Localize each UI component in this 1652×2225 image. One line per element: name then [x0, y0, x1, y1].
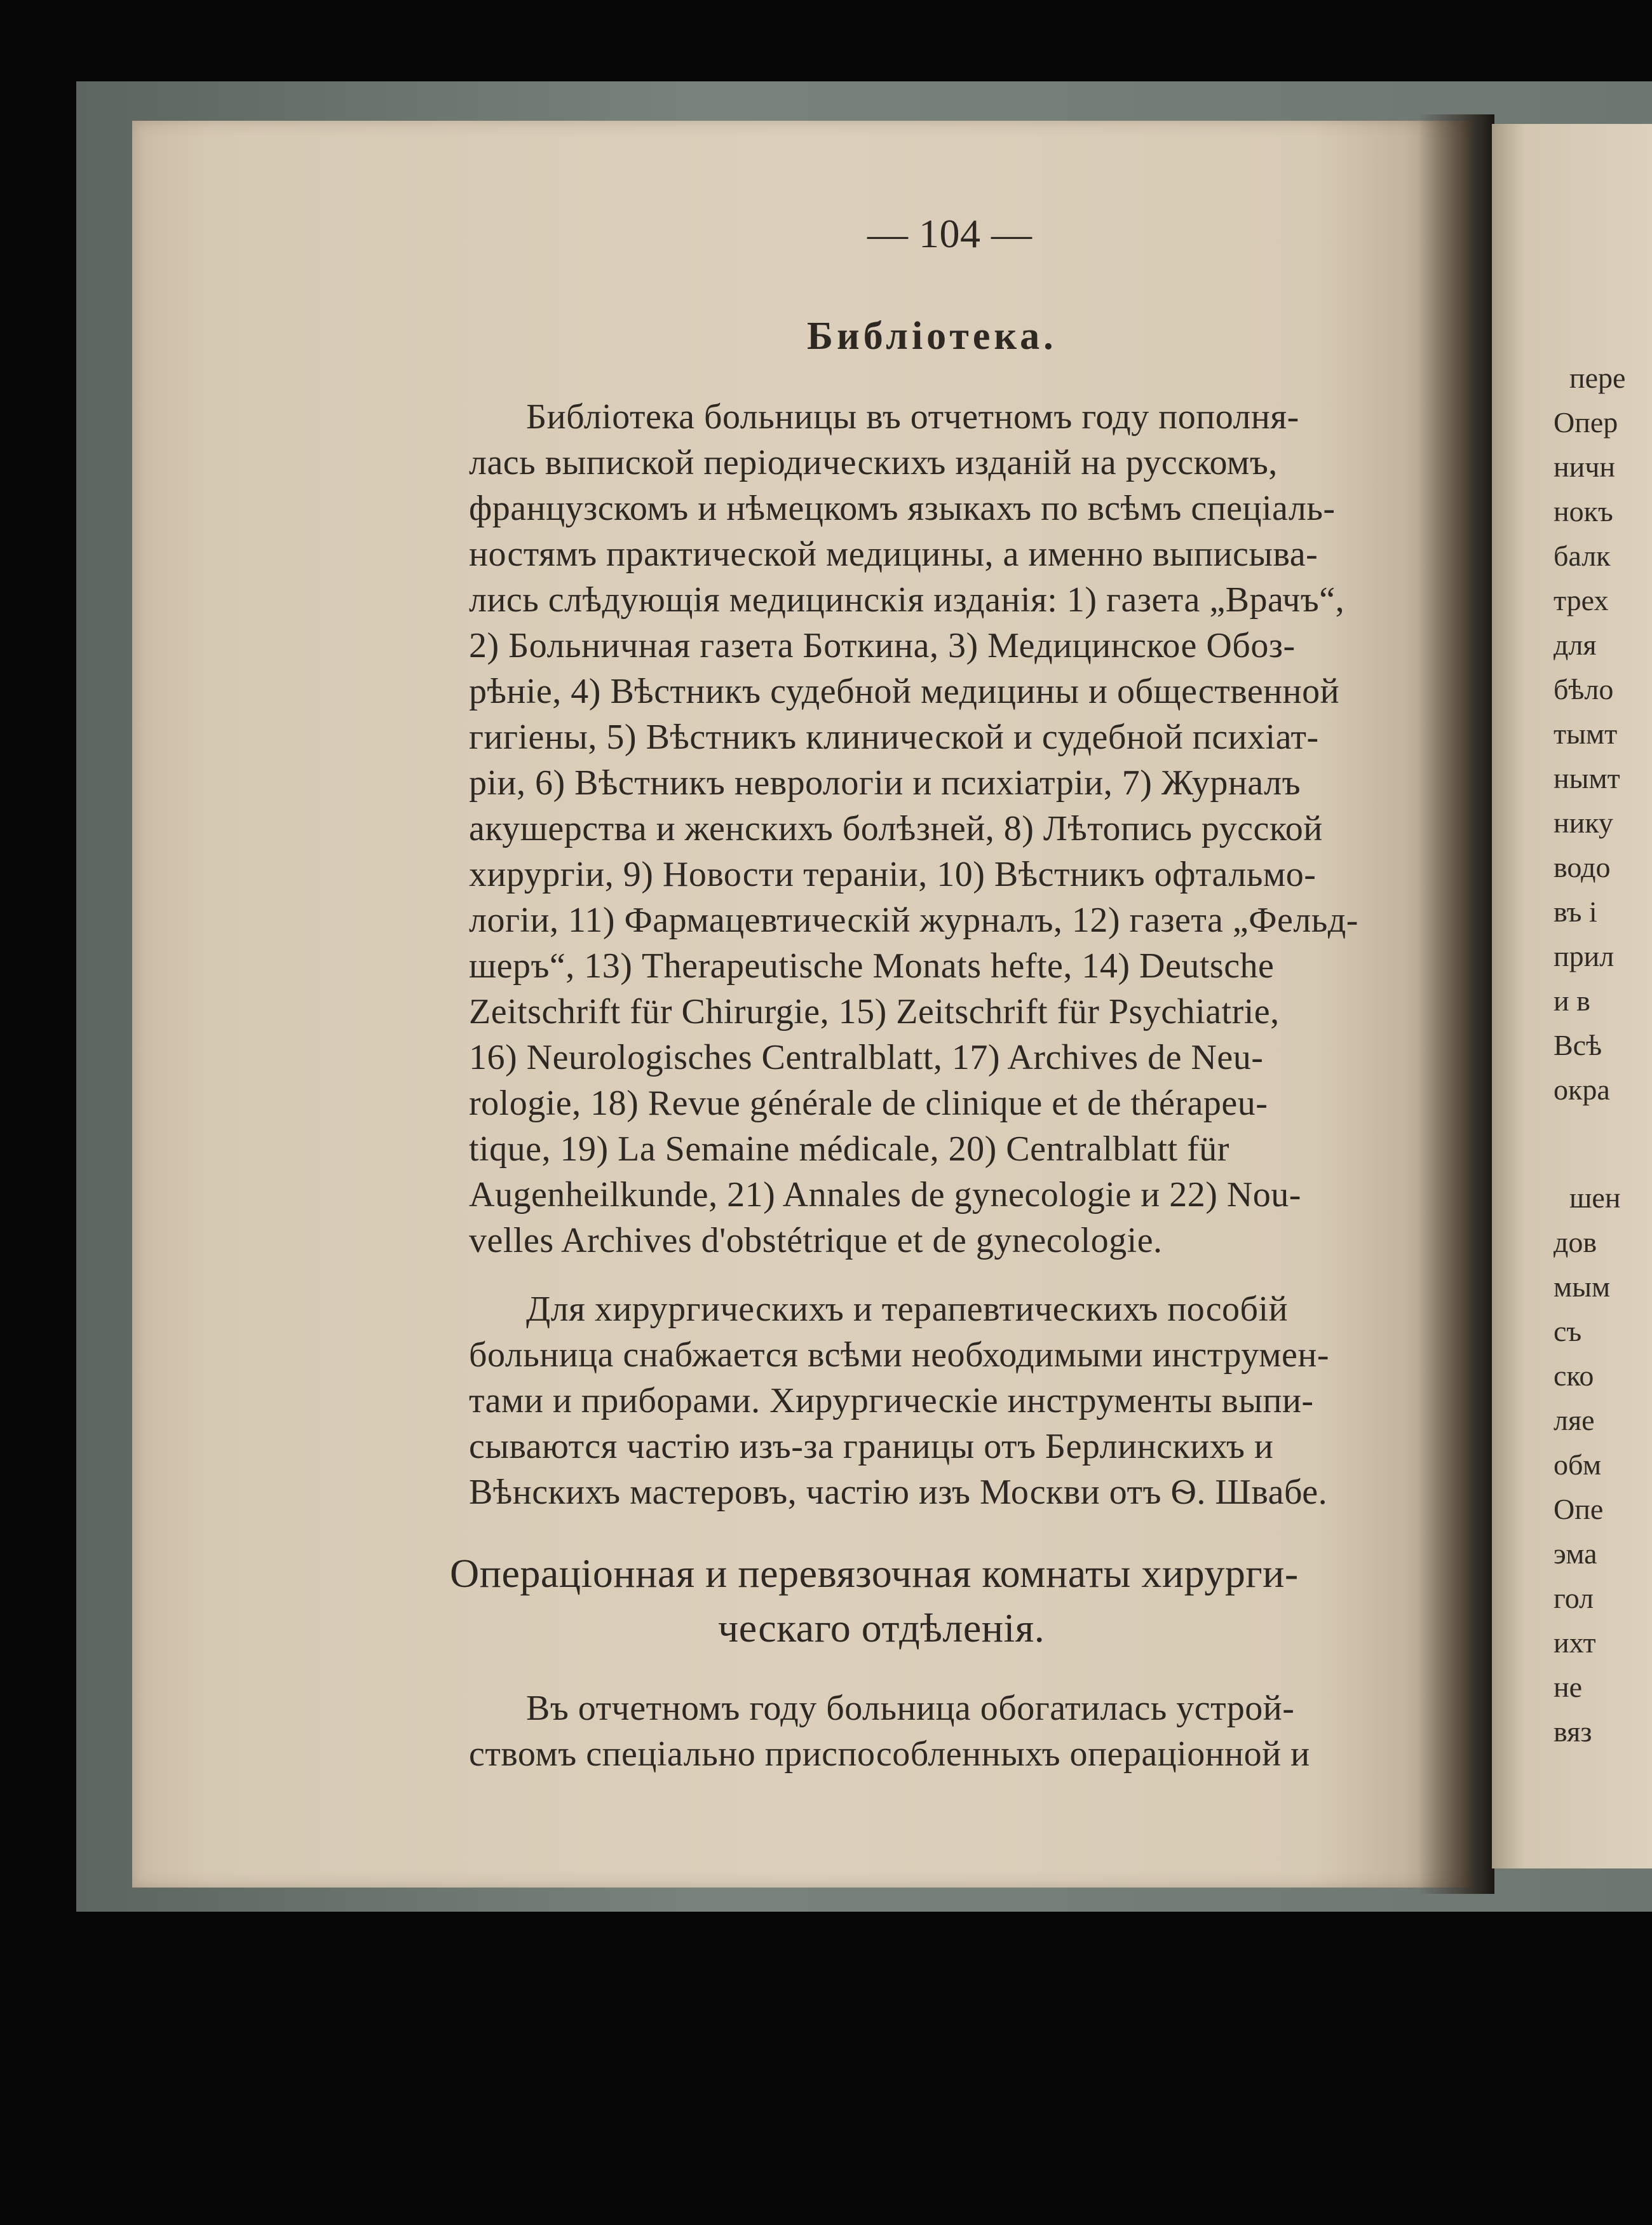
text-line: рѣніе, 4) Вѣстникъ судебной медицины и общественной	[469, 672, 1340, 711]
text-line: 2) Больничная газета Боткина, 3) Медицинское Обоз-	[469, 626, 1296, 665]
text-line: ствомъ спеціально приспособленныхъ операціонной и	[469, 1734, 1310, 1774]
text-line: Для хирургическихъ и терапевтическихъ пособій	[526, 1289, 1289, 1329]
text-fragment: ляе	[1554, 1404, 1595, 1436]
text-fragment: ско	[1554, 1359, 1594, 1392]
text-fragment: нику	[1554, 806, 1613, 839]
text-line: rologie, 18) Revue générale de clinique et de thérapeu-	[469, 1084, 1268, 1123]
text-line: ріи, 6) Вѣстникъ неврологіи и психіатріи, 7) Журналъ	[469, 763, 1301, 803]
text-fragment: шен	[1569, 1181, 1621, 1214]
text-fragment: водо	[1554, 851, 1611, 883]
text-line: Augenheilkunde, 21) Annales de gynecologie и 22) Nou-	[469, 1175, 1301, 1215]
text-fragment: Опе	[1554, 1493, 1604, 1525]
text-line: tique, 19) La Semaine médicale, 20) Centralblatt für	[469, 1129, 1229, 1169]
text-line: хирургіи, 9) Новости тераніи, 10) Вѣстникъ офтальмо-	[469, 855, 1317, 894]
text-fragment: бѣло	[1554, 673, 1614, 705]
text-fragment: прил	[1554, 940, 1615, 972]
text-line: ностямъ практической медицины, а именно выписыва-	[469, 534, 1318, 574]
text-line: сываются частію изъ-за границы отъ Берлинскихъ и	[469, 1427, 1274, 1466]
text-line: лась выпиской періодическихъ изданій на русскомъ,	[469, 443, 1278, 482]
text-fragment: ничн	[1554, 451, 1615, 483]
page-number: — 104 —	[867, 211, 1032, 256]
text-fragment: въ і	[1554, 895, 1597, 928]
library-heading: Библіотека.	[807, 315, 1057, 358]
text-fragment: нымт	[1554, 762, 1620, 794]
text-line: шеръ“, 13) Therapeutische Monats hefte, 14) Deutsche	[469, 946, 1275, 986]
text-line: больница снабжается всѣми необходимыми инструмен-	[469, 1335, 1329, 1375]
text-fragment: балк	[1554, 540, 1611, 572]
section-heading-line-2: ческаго отдѣленія.	[718, 1605, 1045, 1650]
text-fragment: обм	[1554, 1448, 1602, 1481]
text-line: 16) Neurologisches Centralblatt, 17) Archives de Neu-	[469, 1038, 1264, 1077]
text-line: Библіотека больницы въ отчетномъ году пополня-	[526, 397, 1299, 437]
section-heading-line-1: Операціонная и перевязочная комнаты хирурги-	[450, 1551, 1299, 1596]
text-fragment: Опер	[1554, 406, 1618, 439]
book-gutter	[1418, 114, 1494, 1894]
text-fragment: Всѣ	[1554, 1029, 1602, 1061]
text-fragment: гол	[1554, 1582, 1594, 1614]
text-line: французскомъ и нѣмецкомъ языкахъ по всѣмъ спеціаль-	[469, 489, 1336, 528]
text-fragment: дов	[1554, 1226, 1597, 1258]
text-fragment: трех	[1554, 584, 1609, 616]
text-fragment: мым	[1554, 1270, 1611, 1303]
text-fragment: эма	[1554, 1537, 1597, 1570]
text-fragment: ихт	[1554, 1626, 1596, 1659]
text-fragment: окра	[1554, 1073, 1610, 1106]
text-line: тами и приборами. Хирургическіе инструменты выпи-	[469, 1381, 1314, 1420]
text-line: лись слѣдующія медицинскія изданія: 1) газета „Врачъ“,	[469, 580, 1345, 620]
text-fragment: нокъ	[1554, 495, 1613, 527]
text-fragment: тымт	[1554, 718, 1618, 750]
text-fragment: пере	[1569, 362, 1626, 394]
text-line: Въ отчетномъ году больница обогатилась устрой-	[526, 1689, 1295, 1728]
text-line: гигіены, 5) Вѣстникъ клинической и судебной психіат-	[469, 718, 1319, 757]
text-fragment: и в	[1554, 984, 1590, 1017]
text-line: Zeitschrift für Chirurgie, 15) Zeitschrift für Psychiatrie,	[469, 992, 1280, 1031]
text-line: акушерства и женскихъ болѣзней, 8) Лѣтопись русской	[469, 809, 1323, 848]
text-fragment: для	[1554, 629, 1597, 661]
text-fragment: не	[1554, 1671, 1583, 1703]
text-line: логіи, 11) Фармацевтическій журналъ, 12) газета „Фельд-	[469, 901, 1358, 940]
text-line: Вѣнскихъ мастеровъ, частію изъ Москви отъ Ѳ. Швабе.	[469, 1473, 1328, 1512]
text-line: velles Archives d'obstétrique et de gynecologie.	[469, 1221, 1163, 1260]
text-fragment: съ	[1554, 1315, 1582, 1347]
text-fragment: вяз	[1554, 1715, 1592, 1748]
